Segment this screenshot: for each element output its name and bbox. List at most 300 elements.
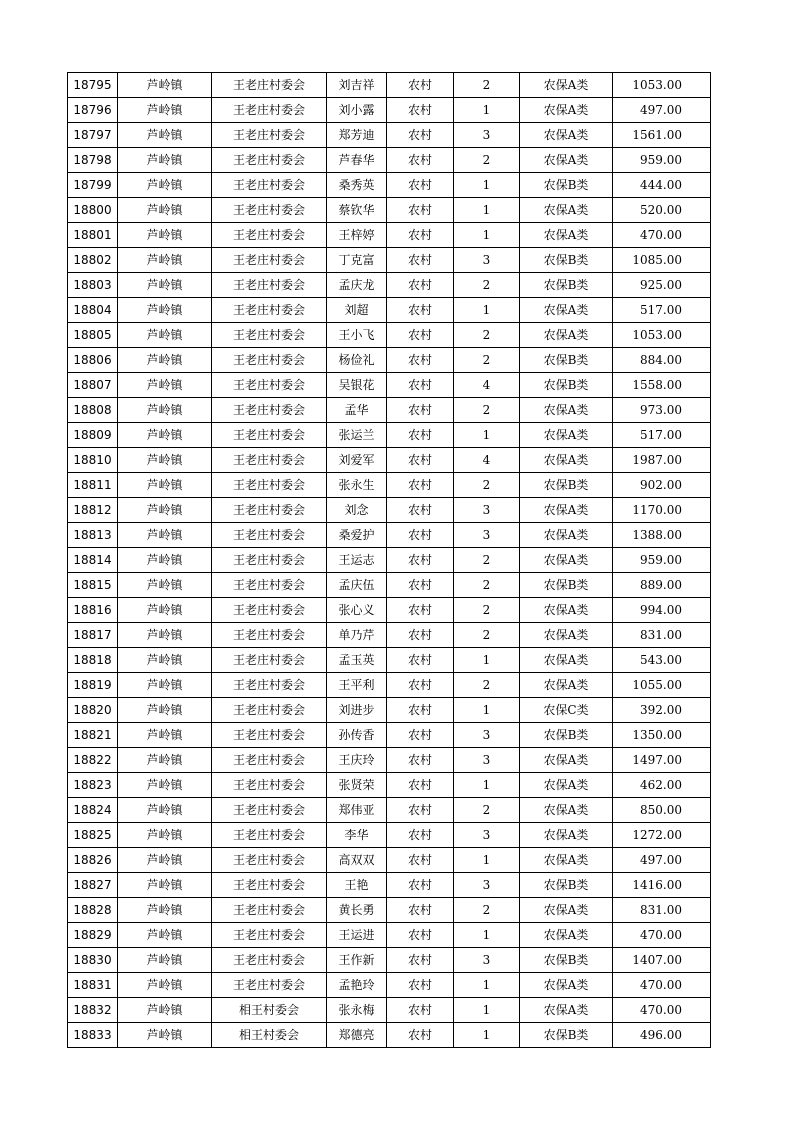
insurance-category-cell: 农保A类 bbox=[520, 623, 613, 648]
town-cell: 芦岭镇 bbox=[118, 298, 212, 323]
amount-cell: 517.00 bbox=[613, 298, 711, 323]
seq-number-cell: 18827 bbox=[68, 873, 118, 898]
household-count-cell: 3 bbox=[454, 748, 520, 773]
amount-cell: 902.00 bbox=[613, 473, 711, 498]
area-type-cell: 农村 bbox=[387, 398, 454, 423]
area-type-cell: 农村 bbox=[387, 598, 454, 623]
household-count-cell: 1 bbox=[454, 98, 520, 123]
insurance-category-cell: 农保A类 bbox=[520, 73, 613, 98]
table-row bbox=[68, 123, 711, 148]
table-row bbox=[68, 223, 711, 248]
village-committee-cell: 王老庄村委会 bbox=[212, 673, 327, 698]
seq-number-cell: 18811 bbox=[68, 473, 118, 498]
amount-cell: 470.00 bbox=[613, 998, 711, 1023]
household-count-cell: 2 bbox=[454, 548, 520, 573]
name-cell: 张贤荣 bbox=[327, 773, 387, 798]
name-cell: 王艳 bbox=[327, 873, 387, 898]
seq-number-cell: 18815 bbox=[68, 573, 118, 598]
amount-cell: 1407.00 bbox=[613, 948, 711, 973]
table-row bbox=[68, 498, 711, 523]
table-row bbox=[68, 748, 711, 773]
name-cell: 蔡钦华 bbox=[327, 198, 387, 223]
seq-number-cell: 18797 bbox=[68, 123, 118, 148]
village-committee-cell: 王老庄村委会 bbox=[212, 548, 327, 573]
amount-cell: 470.00 bbox=[613, 223, 711, 248]
amount-cell: 850.00 bbox=[613, 798, 711, 823]
household-count-cell: 3 bbox=[454, 723, 520, 748]
name-cell: 孟庆伍 bbox=[327, 573, 387, 598]
area-type-cell: 农村 bbox=[387, 798, 454, 823]
area-type-cell: 农村 bbox=[387, 523, 454, 548]
seq-number-cell: 18813 bbox=[68, 523, 118, 548]
table-row bbox=[68, 398, 711, 423]
town-cell: 芦岭镇 bbox=[118, 223, 212, 248]
amount-cell: 1085.00 bbox=[613, 248, 711, 273]
insurance-category-cell: 农保B类 bbox=[520, 348, 613, 373]
household-count-cell: 1 bbox=[454, 173, 520, 198]
village-committee-cell: 王老庄村委会 bbox=[212, 448, 327, 473]
seq-number-cell: 18833 bbox=[68, 1023, 118, 1048]
table-row bbox=[68, 548, 711, 573]
household-count-cell: 1 bbox=[454, 848, 520, 873]
household-count-cell: 2 bbox=[454, 798, 520, 823]
area-type-cell: 农村 bbox=[387, 448, 454, 473]
town-cell: 芦岭镇 bbox=[118, 148, 212, 173]
village-committee-cell: 王老庄村委会 bbox=[212, 248, 327, 273]
household-count-cell: 3 bbox=[454, 248, 520, 273]
village-committee-cell: 王老庄村委会 bbox=[212, 98, 327, 123]
insurance-category-cell: 农保A类 bbox=[520, 848, 613, 873]
town-cell: 芦岭镇 bbox=[118, 348, 212, 373]
insurance-category-cell: 农保A类 bbox=[520, 98, 613, 123]
area-type-cell: 农村 bbox=[387, 723, 454, 748]
village-committee-cell: 王老庄村委会 bbox=[212, 198, 327, 223]
amount-cell: 925.00 bbox=[613, 273, 711, 298]
town-cell: 芦岭镇 bbox=[118, 173, 212, 198]
village-committee-cell: 王老庄村委会 bbox=[212, 648, 327, 673]
table-row bbox=[68, 623, 711, 648]
name-cell: 芦春华 bbox=[327, 148, 387, 173]
household-count-cell: 2 bbox=[454, 273, 520, 298]
seq-number-cell: 18812 bbox=[68, 498, 118, 523]
town-cell: 芦岭镇 bbox=[118, 823, 212, 848]
seq-number-cell: 18817 bbox=[68, 623, 118, 648]
name-cell: 刘小露 bbox=[327, 98, 387, 123]
seq-number-cell: 18806 bbox=[68, 348, 118, 373]
household-count-cell: 1 bbox=[454, 298, 520, 323]
seq-number-cell: 18829 bbox=[68, 923, 118, 948]
amount-cell: 884.00 bbox=[613, 348, 711, 373]
household-count-cell: 1 bbox=[454, 423, 520, 448]
town-cell: 芦岭镇 bbox=[118, 748, 212, 773]
village-committee-cell: 王老庄村委会 bbox=[212, 223, 327, 248]
seq-number-cell: 18831 bbox=[68, 973, 118, 998]
amount-cell: 470.00 bbox=[613, 973, 711, 998]
seq-number-cell: 18823 bbox=[68, 773, 118, 798]
household-count-cell: 2 bbox=[454, 148, 520, 173]
insurance-category-cell: 农保A类 bbox=[520, 223, 613, 248]
town-cell: 芦岭镇 bbox=[118, 598, 212, 623]
household-count-cell: 2 bbox=[454, 573, 520, 598]
seq-number-cell: 18820 bbox=[68, 698, 118, 723]
insurance-category-cell: 农保A类 bbox=[520, 123, 613, 148]
area-type-cell: 农村 bbox=[387, 998, 454, 1023]
seq-number-cell: 18796 bbox=[68, 98, 118, 123]
insurance-category-cell: 农保A类 bbox=[520, 548, 613, 573]
seq-number-cell: 18828 bbox=[68, 898, 118, 923]
village-committee-cell: 王老庄村委会 bbox=[212, 123, 327, 148]
insurance-category-cell: 农保A类 bbox=[520, 798, 613, 823]
amount-cell: 1497.00 bbox=[613, 748, 711, 773]
table-row bbox=[68, 198, 711, 223]
name-cell: 张心义 bbox=[327, 598, 387, 623]
town-cell: 芦岭镇 bbox=[118, 873, 212, 898]
amount-cell: 889.00 bbox=[613, 573, 711, 598]
table-row bbox=[68, 648, 711, 673]
insurance-category-cell: 农保A类 bbox=[520, 898, 613, 923]
insurance-category-cell: 农保A类 bbox=[520, 673, 613, 698]
town-cell: 芦岭镇 bbox=[118, 698, 212, 723]
area-type-cell: 农村 bbox=[387, 848, 454, 873]
amount-cell: 1055.00 bbox=[613, 673, 711, 698]
village-committee-cell: 王老庄村委会 bbox=[212, 523, 327, 548]
name-cell: 刘进步 bbox=[327, 698, 387, 723]
household-count-cell: 1 bbox=[454, 223, 520, 248]
amount-cell: 1272.00 bbox=[613, 823, 711, 848]
table-row bbox=[68, 873, 711, 898]
village-committee-cell: 王老庄村委会 bbox=[212, 898, 327, 923]
name-cell: 刘吉祥 bbox=[327, 73, 387, 98]
household-count-cell: 2 bbox=[454, 348, 520, 373]
town-cell: 芦岭镇 bbox=[118, 498, 212, 523]
seq-number-cell: 18801 bbox=[68, 223, 118, 248]
insurance-category-cell: 农保A类 bbox=[520, 198, 613, 223]
area-type-cell: 农村 bbox=[387, 323, 454, 348]
household-count-cell: 4 bbox=[454, 373, 520, 398]
village-committee-cell: 相王村委会 bbox=[212, 998, 327, 1023]
town-cell: 芦岭镇 bbox=[118, 623, 212, 648]
name-cell: 刘爱军 bbox=[327, 448, 387, 473]
name-cell: 张运兰 bbox=[327, 423, 387, 448]
area-type-cell: 农村 bbox=[387, 273, 454, 298]
household-count-cell: 2 bbox=[454, 323, 520, 348]
household-count-cell: 1 bbox=[454, 973, 520, 998]
insurance-category-cell: 农保C类 bbox=[520, 698, 613, 723]
table-row bbox=[68, 423, 711, 448]
table-row bbox=[68, 373, 711, 398]
town-cell: 芦岭镇 bbox=[118, 773, 212, 798]
seq-number-cell: 18803 bbox=[68, 273, 118, 298]
seq-number-cell: 18802 bbox=[68, 248, 118, 273]
household-count-cell: 1 bbox=[454, 698, 520, 723]
table-body bbox=[68, 73, 711, 1048]
insurance-category-cell: 农保A类 bbox=[520, 748, 613, 773]
name-cell: 郑德亮 bbox=[327, 1023, 387, 1048]
seq-number-cell: 18818 bbox=[68, 648, 118, 673]
insurance-category-cell: 农保A类 bbox=[520, 973, 613, 998]
household-count-cell: 3 bbox=[454, 823, 520, 848]
insurance-category-cell: 农保B类 bbox=[520, 373, 613, 398]
insurance-category-cell: 农保B类 bbox=[520, 173, 613, 198]
household-count-cell: 3 bbox=[454, 873, 520, 898]
insurance-category-cell: 农保A类 bbox=[520, 648, 613, 673]
table-row bbox=[68, 323, 711, 348]
name-cell: 吴银花 bbox=[327, 373, 387, 398]
town-cell: 芦岭镇 bbox=[118, 723, 212, 748]
amount-cell: 497.00 bbox=[613, 848, 711, 873]
town-cell: 芦岭镇 bbox=[118, 898, 212, 923]
seq-number-cell: 18832 bbox=[68, 998, 118, 1023]
insurance-category-cell: 农保A类 bbox=[520, 923, 613, 948]
insurance-category-cell: 农保B类 bbox=[520, 1023, 613, 1048]
amount-cell: 520.00 bbox=[613, 198, 711, 223]
household-count-cell: 3 bbox=[454, 523, 520, 548]
table-row bbox=[68, 273, 711, 298]
village-committee-cell: 王老庄村委会 bbox=[212, 298, 327, 323]
amount-cell: 1987.00 bbox=[613, 448, 711, 473]
seq-number-cell: 18809 bbox=[68, 423, 118, 448]
insurance-category-cell: 农保B类 bbox=[520, 473, 613, 498]
table-row bbox=[68, 598, 711, 623]
seq-number-cell: 18795 bbox=[68, 73, 118, 98]
household-count-cell: 1 bbox=[454, 998, 520, 1023]
name-cell: 杨俭礼 bbox=[327, 348, 387, 373]
name-cell: 王小飞 bbox=[327, 323, 387, 348]
village-committee-cell: 王老庄村委会 bbox=[212, 498, 327, 523]
insurance-category-cell: 农保B类 bbox=[520, 723, 613, 748]
town-cell: 芦岭镇 bbox=[118, 973, 212, 998]
household-count-cell: 1 bbox=[454, 648, 520, 673]
town-cell: 芦岭镇 bbox=[118, 648, 212, 673]
household-count-cell: 2 bbox=[454, 898, 520, 923]
household-count-cell: 3 bbox=[454, 948, 520, 973]
insurance-category-cell: 农保A类 bbox=[520, 398, 613, 423]
amount-cell: 1170.00 bbox=[613, 498, 711, 523]
amount-cell: 1416.00 bbox=[613, 873, 711, 898]
household-count-cell: 1 bbox=[454, 198, 520, 223]
name-cell: 王运进 bbox=[327, 923, 387, 948]
area-type-cell: 农村 bbox=[387, 173, 454, 198]
seq-number-cell: 18830 bbox=[68, 948, 118, 973]
town-cell: 芦岭镇 bbox=[118, 948, 212, 973]
area-type-cell: 农村 bbox=[387, 773, 454, 798]
name-cell: 王作新 bbox=[327, 948, 387, 973]
area-type-cell: 农村 bbox=[387, 98, 454, 123]
village-committee-cell: 王老庄村委会 bbox=[212, 173, 327, 198]
insurance-category-cell: 农保B类 bbox=[520, 273, 613, 298]
town-cell: 芦岭镇 bbox=[118, 373, 212, 398]
household-count-cell: 1 bbox=[454, 773, 520, 798]
amount-cell: 973.00 bbox=[613, 398, 711, 423]
town-cell: 芦岭镇 bbox=[118, 673, 212, 698]
seq-number-cell: 18807 bbox=[68, 373, 118, 398]
village-committee-cell: 王老庄村委会 bbox=[212, 948, 327, 973]
seq-number-cell: 18816 bbox=[68, 598, 118, 623]
town-cell: 芦岭镇 bbox=[118, 98, 212, 123]
amount-cell: 1053.00 bbox=[613, 323, 711, 348]
seq-number-cell: 18808 bbox=[68, 398, 118, 423]
name-cell: 高双双 bbox=[327, 848, 387, 873]
area-type-cell: 农村 bbox=[387, 373, 454, 398]
area-type-cell: 农村 bbox=[387, 548, 454, 573]
seq-number-cell: 18799 bbox=[68, 173, 118, 198]
roster-table bbox=[67, 72, 711, 1048]
insurance-category-cell: 农保B类 bbox=[520, 948, 613, 973]
town-cell: 芦岭镇 bbox=[118, 998, 212, 1023]
amount-cell: 462.00 bbox=[613, 773, 711, 798]
town-cell: 芦岭镇 bbox=[118, 423, 212, 448]
town-cell: 芦岭镇 bbox=[118, 248, 212, 273]
amount-cell: 1561.00 bbox=[613, 123, 711, 148]
area-type-cell: 农村 bbox=[387, 623, 454, 648]
household-count-cell: 2 bbox=[454, 623, 520, 648]
town-cell: 芦岭镇 bbox=[118, 273, 212, 298]
insurance-category-cell: 农保A类 bbox=[520, 773, 613, 798]
insurance-category-cell: 农保A类 bbox=[520, 148, 613, 173]
town-cell: 芦岭镇 bbox=[118, 448, 212, 473]
table-row bbox=[68, 673, 711, 698]
town-cell: 芦岭镇 bbox=[118, 798, 212, 823]
seq-number-cell: 18819 bbox=[68, 673, 118, 698]
insurance-category-cell: 农保A类 bbox=[520, 498, 613, 523]
area-type-cell: 农村 bbox=[387, 473, 454, 498]
name-cell: 刘念 bbox=[327, 498, 387, 523]
village-committee-cell: 王老庄村委会 bbox=[212, 723, 327, 748]
village-committee-cell: 王老庄村委会 bbox=[212, 73, 327, 98]
area-type-cell: 农村 bbox=[387, 948, 454, 973]
town-cell: 芦岭镇 bbox=[118, 848, 212, 873]
household-count-cell: 2 bbox=[454, 398, 520, 423]
seq-number-cell: 18800 bbox=[68, 198, 118, 223]
area-type-cell: 农村 bbox=[387, 223, 454, 248]
seq-number-cell: 18824 bbox=[68, 798, 118, 823]
table-row bbox=[68, 473, 711, 498]
seq-number-cell: 18804 bbox=[68, 298, 118, 323]
seq-number-cell: 18822 bbox=[68, 748, 118, 773]
area-type-cell: 农村 bbox=[387, 198, 454, 223]
village-committee-cell: 王老庄村委会 bbox=[212, 873, 327, 898]
table-row bbox=[68, 848, 711, 873]
table-row bbox=[68, 898, 711, 923]
village-committee-cell: 王老庄村委会 bbox=[212, 598, 327, 623]
insurance-category-cell: 农保A类 bbox=[520, 998, 613, 1023]
seq-number-cell: 18826 bbox=[68, 848, 118, 873]
town-cell: 芦岭镇 bbox=[118, 398, 212, 423]
village-committee-cell: 王老庄村委会 bbox=[212, 823, 327, 848]
amount-cell: 831.00 bbox=[613, 898, 711, 923]
area-type-cell: 农村 bbox=[387, 898, 454, 923]
table-row bbox=[68, 923, 711, 948]
village-committee-cell: 王老庄村委会 bbox=[212, 798, 327, 823]
name-cell: 孟艳玲 bbox=[327, 973, 387, 998]
household-count-cell: 2 bbox=[454, 673, 520, 698]
seq-number-cell: 18821 bbox=[68, 723, 118, 748]
area-type-cell: 农村 bbox=[387, 748, 454, 773]
name-cell: 单乃芹 bbox=[327, 623, 387, 648]
village-committee-cell: 王老庄村委会 bbox=[212, 973, 327, 998]
household-count-cell: 2 bbox=[454, 73, 520, 98]
amount-cell: 1558.00 bbox=[613, 373, 711, 398]
name-cell: 丁克富 bbox=[327, 248, 387, 273]
amount-cell: 497.00 bbox=[613, 98, 711, 123]
insurance-category-cell: 农保A类 bbox=[520, 423, 613, 448]
table-row bbox=[68, 998, 711, 1023]
name-cell: 张永生 bbox=[327, 473, 387, 498]
village-committee-cell: 王老庄村委会 bbox=[212, 573, 327, 598]
amount-cell: 517.00 bbox=[613, 423, 711, 448]
table-row bbox=[68, 173, 711, 198]
seq-number-cell: 18805 bbox=[68, 323, 118, 348]
area-type-cell: 农村 bbox=[387, 123, 454, 148]
name-cell: 王平利 bbox=[327, 673, 387, 698]
area-type-cell: 农村 bbox=[387, 298, 454, 323]
amount-cell: 959.00 bbox=[613, 148, 711, 173]
village-committee-cell: 王老庄村委会 bbox=[212, 623, 327, 648]
village-committee-cell: 王老庄村委会 bbox=[212, 848, 327, 873]
amount-cell: 470.00 bbox=[613, 923, 711, 948]
table-row bbox=[68, 573, 711, 598]
area-type-cell: 农村 bbox=[387, 498, 454, 523]
town-cell: 芦岭镇 bbox=[118, 123, 212, 148]
town-cell: 芦岭镇 bbox=[118, 198, 212, 223]
area-type-cell: 农村 bbox=[387, 573, 454, 598]
table-row bbox=[68, 248, 711, 273]
area-type-cell: 农村 bbox=[387, 698, 454, 723]
town-cell: 芦岭镇 bbox=[118, 473, 212, 498]
household-count-cell: 3 bbox=[454, 123, 520, 148]
insurance-category-cell: 农保A类 bbox=[520, 298, 613, 323]
town-cell: 芦岭镇 bbox=[118, 73, 212, 98]
name-cell: 黄长勇 bbox=[327, 898, 387, 923]
table-row bbox=[68, 73, 711, 98]
table-row bbox=[68, 523, 711, 548]
amount-cell: 1388.00 bbox=[613, 523, 711, 548]
village-committee-cell: 王老庄村委会 bbox=[212, 698, 327, 723]
insurance-category-cell: 农保B类 bbox=[520, 873, 613, 898]
village-committee-cell: 王老庄村委会 bbox=[212, 773, 327, 798]
household-count-cell: 3 bbox=[454, 498, 520, 523]
name-cell: 桑爱护 bbox=[327, 523, 387, 548]
area-type-cell: 农村 bbox=[387, 348, 454, 373]
seq-number-cell: 18798 bbox=[68, 148, 118, 173]
household-count-cell: 1 bbox=[454, 923, 520, 948]
amount-cell: 392.00 bbox=[613, 698, 711, 723]
household-count-cell: 2 bbox=[454, 598, 520, 623]
name-cell: 孟华 bbox=[327, 398, 387, 423]
insurance-category-cell: 农保A类 bbox=[520, 823, 613, 848]
name-cell: 郑伟亚 bbox=[327, 798, 387, 823]
village-committee-cell: 王老庄村委会 bbox=[212, 148, 327, 173]
area-type-cell: 农村 bbox=[387, 423, 454, 448]
insurance-category-cell: 农保B类 bbox=[520, 248, 613, 273]
insurance-category-cell: 农保A类 bbox=[520, 598, 613, 623]
table-row bbox=[68, 773, 711, 798]
village-committee-cell: 王老庄村委会 bbox=[212, 398, 327, 423]
town-cell: 芦岭镇 bbox=[118, 1023, 212, 1048]
table-row bbox=[68, 723, 711, 748]
area-type-cell: 农村 bbox=[387, 923, 454, 948]
table-row bbox=[68, 98, 711, 123]
name-cell: 王梓婷 bbox=[327, 223, 387, 248]
name-cell: 刘超 bbox=[327, 298, 387, 323]
name-cell: 王庆玲 bbox=[327, 748, 387, 773]
town-cell: 芦岭镇 bbox=[118, 923, 212, 948]
town-cell: 芦岭镇 bbox=[118, 548, 212, 573]
village-committee-cell: 王老庄村委会 bbox=[212, 923, 327, 948]
name-cell: 李华 bbox=[327, 823, 387, 848]
insurance-category-cell: 农保A类 bbox=[520, 448, 613, 473]
village-committee-cell: 王老庄村委会 bbox=[212, 323, 327, 348]
